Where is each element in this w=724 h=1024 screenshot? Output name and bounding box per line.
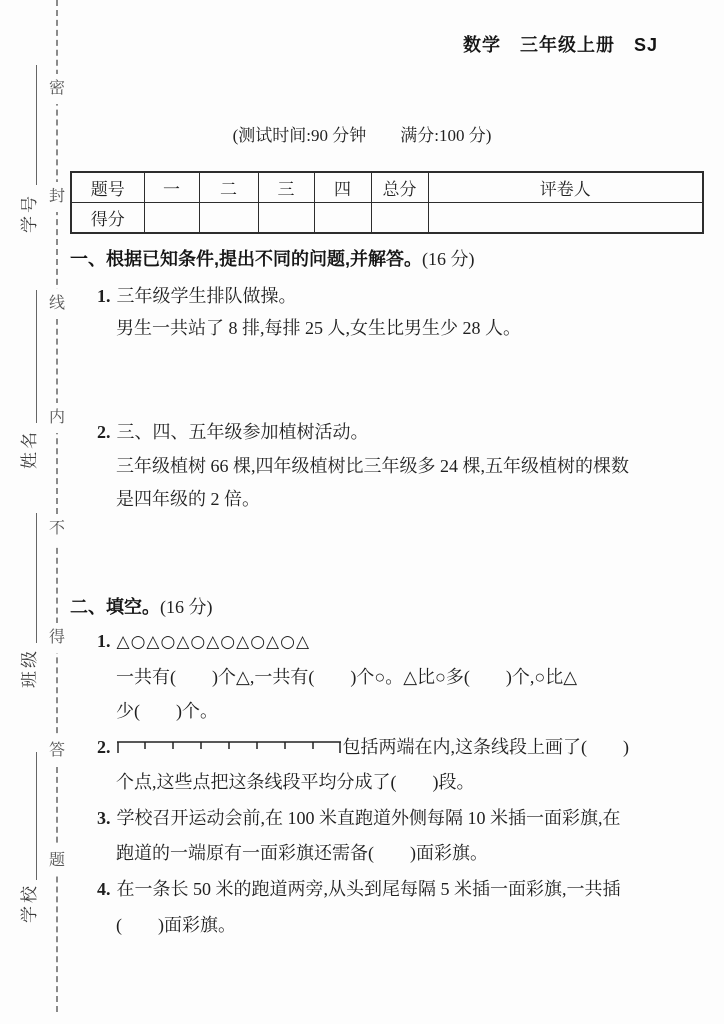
- student-id-label: 学号: [20, 193, 39, 233]
- score-cell-empty: [199, 203, 258, 234]
- score-table-score-row: [71, 203, 703, 234]
- section1-title: 一、根据已知条件,提出不同的问题,并解答。: [70, 249, 422, 269]
- section1-q1-line2: 男生一共站了 8 排,每排 25 人,女生比男生少 28 人。: [116, 318, 521, 338]
- section2-q1-line3: 少( )个。: [116, 701, 218, 721]
- section1-heading: [70, 248, 475, 270]
- name-label: 姓名: [20, 429, 39, 469]
- seal-phrase-char: 内: [45, 403, 69, 433]
- score-cell-empty: [144, 203, 199, 234]
- question-number: 3.: [97, 808, 111, 828]
- page-title: 数学 三年级上册 SJ: [462, 35, 658, 55]
- section2-q3-line2: 跑道的一端原有一面彩旗还需备( )面彩旗。: [116, 843, 488, 863]
- class-label: 班级: [20, 648, 39, 688]
- question-text: 三、四、五年级参加植树活动。: [116, 422, 369, 442]
- score-cell-empty: [314, 203, 371, 234]
- score-cell-empty: [371, 203, 428, 234]
- score-table-header-cell: 一: [144, 172, 199, 203]
- score-table-header-cell: 三: [258, 172, 314, 203]
- question-number: 1.: [97, 631, 111, 651]
- score-table-header-cell: 四: [314, 172, 371, 203]
- seal-phrase-char: 不: [45, 514, 69, 544]
- section1-q2: [97, 421, 369, 443]
- name-writing-line: [36, 290, 37, 423]
- class-writing-line: [36, 513, 37, 643]
- score-table: [70, 171, 704, 234]
- test-info-line: (测试时间:90 分钟 满分:100 分): [232, 126, 492, 145]
- seal-phrase-char: 答: [45, 736, 69, 766]
- section2-q2-line2: 个点,这些点把这条线段平均分成了( )段。: [116, 772, 475, 792]
- question-text: 三年级学生排队做操。: [116, 286, 297, 306]
- section1-score: (16 分): [422, 249, 475, 269]
- seal-phrase-char: 封: [45, 182, 69, 212]
- score-table-header-row: [71, 172, 703, 203]
- question-text: 包括两端在内,这条线段上画了( ): [342, 737, 629, 757]
- shape-pattern: △○△○△○△○△○△○△: [116, 632, 311, 652]
- question-number: 4.: [97, 879, 111, 899]
- score-table-header-cell: 总分: [371, 172, 428, 203]
- section2-q2: [97, 736, 629, 758]
- seal-phrase-char: 题: [45, 846, 69, 876]
- seal-phrase-char: 密: [45, 74, 69, 104]
- section2-q1: [97, 630, 310, 653]
- question-text: 在一条长 50 米的跑道两旁,从头到尾每隔 5 米插一面彩旗,一共插: [116, 879, 621, 899]
- score-cell-empty: [428, 203, 703, 234]
- question-number: 1.: [97, 286, 111, 306]
- section2-heading: [70, 596, 213, 618]
- section2-q4: [97, 878, 621, 900]
- section2-title: 二、填空。: [70, 597, 160, 617]
- school-label: 学校: [20, 883, 39, 923]
- section2-q1-line2: 一共有( )个△,一共有( )个○。△比○多( )个,○比△: [116, 667, 578, 687]
- section2-q4-line2: ( )面彩旗。: [116, 915, 236, 935]
- question-number: 2.: [97, 737, 111, 757]
- seal-phrase-char: 线: [45, 289, 69, 319]
- section1-q2-line3: 是四年级的 2 倍。: [116, 489, 260, 509]
- section1-q1: [97, 285, 297, 307]
- section2-q3: [97, 807, 621, 829]
- section2-score: (16 分): [160, 597, 213, 617]
- score-table-header-cell: 评卷人: [428, 172, 703, 203]
- score-table-header-cell: 题号: [71, 172, 144, 203]
- seal-phrase-char: 得: [45, 623, 69, 653]
- score-cell-empty: [258, 203, 314, 234]
- school-writing-line: [36, 752, 37, 880]
- question-text: 学校召开运动会前,在 100 米直跑道外侧每隔 10 米插一面彩旗,在: [116, 808, 621, 828]
- line-segment-figure: [117, 740, 341, 754]
- score-table-header-cell: 二: [199, 172, 258, 203]
- score-row-label: 得分: [71, 203, 144, 234]
- section1-q2-line2: 三年级植树 66 棵,四年级植树比三年级多 24 棵,五年级植树的棵数: [116, 456, 629, 476]
- question-number: 2.: [97, 422, 111, 442]
